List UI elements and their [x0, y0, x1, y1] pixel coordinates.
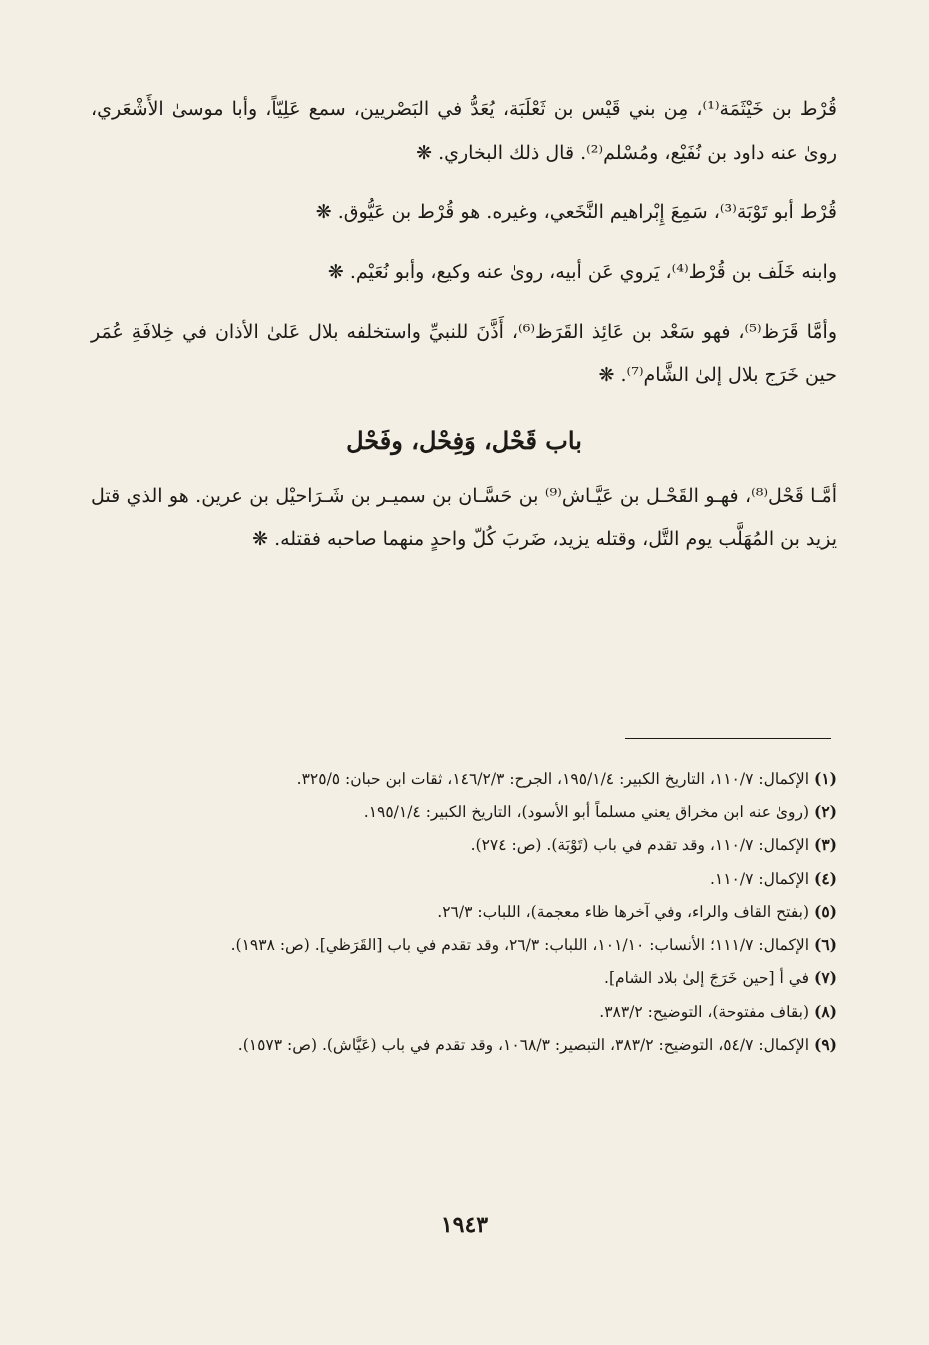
footnotes [91, 764, 837, 1063]
footnote-number: (٨) [813, 1001, 837, 1021]
footnote-text: الإكمال: ١١٠/٧، وقد تقدم في باب (تَوْبَة). (ص: ٢٧٤). [470, 836, 810, 855]
footnote [91, 930, 837, 960]
footnote-divider [625, 738, 831, 739]
footnote [91, 830, 837, 860]
section-heading: باب قَحْل، وَفِحْل، وفَحْل [346, 426, 582, 456]
page-number: ١٩٤٣ [440, 1212, 489, 1238]
main-text [91, 88, 837, 562]
footnote [91, 764, 837, 794]
footnote [91, 963, 837, 993]
footnote-number: (٣) [813, 835, 837, 855]
footnote-text: الإكمال: ١١١/٧؛ الأنساب: ١٠١/١٠، اللباب: ٢٦/٣، وقد تقدم في باب [القَرَظي]. (ص: ١٩٣٨). [230, 936, 810, 955]
footnote [91, 997, 837, 1027]
footnote-text: (بفتح القاف والراء، وفي آخرها ظاء معجمة)، اللباب: ٢٦/٣. [437, 902, 810, 921]
entry-khalaf-ibn-qurt: وابنه خَلَف بن قُرْط⁽⁴⁾، يَروي عَن أبيه، روىٰ عنه وكيع، وأبو نُعَيْم. ❋ [327, 261, 837, 284]
footnote-text: في أ [حين خَرَجَ إلىٰ بلاد الشام]. [604, 969, 810, 988]
entry-qahl: أمَّـا قَحْل⁽⁸⁾، فهـو القَحْـل بن عَيَّـاش⁽⁹⁾ بن حَسَّـان بن سميـر بن شَـرَاحيْل بن عرين. هو الذي قتل يزيد بن المُهَلَّب يوم التَّل، وقتله يزيد، ضَربَ كُلّ واحدٍ منهما صاحبه فقتله. ❋ [91, 484, 837, 551]
footnote-text: (بقاف مفتوحة)، التوضيح: ٣٨٣/٢. [599, 1002, 810, 1021]
entry-qaraz: وأمَّا قَرَظ⁽⁵⁾، فهو سَعْد بن عَائِذ القَرَظ⁽⁶⁾، أَذَّنَ للنبيِّ واستخلفه بلال عَلىٰ الأذان في خِلافَةِ عُمَر حين خَرَج بلال إلىٰ الشَّام⁽⁷⁾. ❋ [91, 320, 837, 387]
footnote-number: (٥) [813, 901, 837, 921]
footnote [91, 797, 837, 827]
entry-qurt-ibn-khaythama: قُرْط بن خَيْثَمَة⁽¹⁾، مِن بني قَيْس بن ثَعْلَبَة، يُعَدُّ في البَصْريين، سمع عَلِيّاً، وأبا موسىٰ الأَشْعَري، روىٰ عنه داود بن نُفَيْع، ومُسْلم⁽²⁾. قال ذلك البخاري. ❋ [91, 98, 837, 164]
footnote-text: الإكمال: ١١٠/٧، التاريخ الكبير: ١٩٥/١/٤، الجرح: ١٤٦/٢/٣، ثقات ابن حبان: ٣٢٥/٥. [296, 770, 810, 788]
entry-qurt-abu-tawba: قُرْط أبو تَوْبَة⁽³⁾، سَمِعَ إِبْراهيم النَّخَعي، وغيره. هو قُرْط بن عَيُّوق. ❋ [315, 201, 837, 224]
footnote-text: الإكمال: ٥٤/٧، التوضيح: ٣٨٣/٢، التبصير: ١٠٦٨/٣، وقد تقدم في باب (عَيَّاش). (ص: ١٥٧٣). [237, 1035, 810, 1054]
footnote-number: (١) [813, 769, 837, 788]
footnote-text: الإكمال: ١١٠/٧. [709, 869, 810, 888]
footnote-number: (٩) [813, 1034, 837, 1054]
footnote-number: (٢) [813, 802, 837, 822]
footnote [91, 864, 837, 894]
footnote [91, 1030, 837, 1060]
footnote-text: (روىٰ عنه ابن مخراق يعني مسلماً أبو الأسود)، التاريخ الكبير: ١٩٥/١/٤. [363, 803, 810, 822]
footnote [91, 897, 837, 927]
footnote-number: (٤) [813, 868, 837, 888]
footnote-number: (٦) [813, 935, 837, 955]
footnote-number: (٧) [813, 968, 837, 988]
